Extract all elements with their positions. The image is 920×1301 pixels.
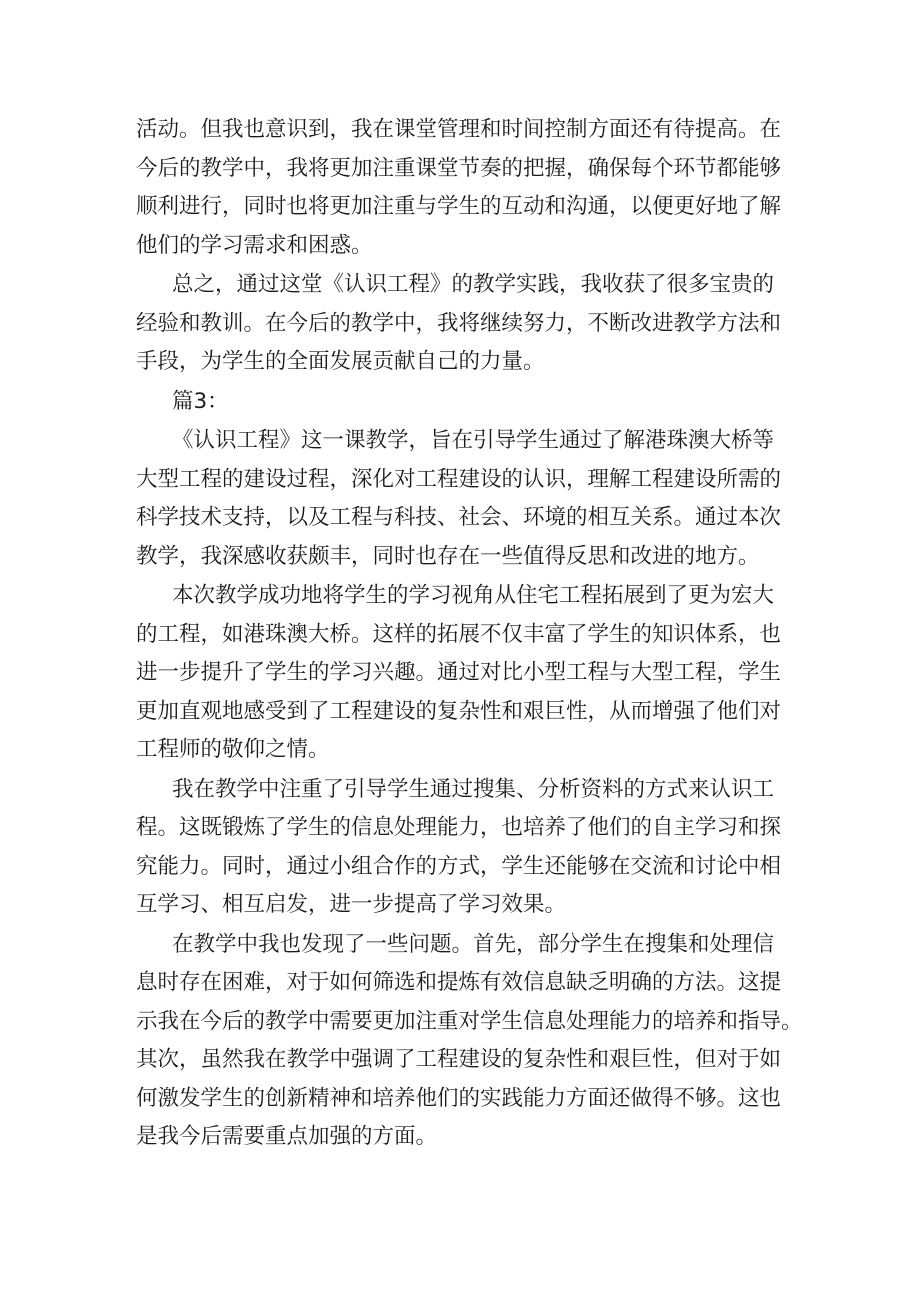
text-line: 更加直观地感受到了工程建设的复杂性和艰巨性，从而增强了他们对 — [136, 698, 782, 724]
text-line: 互学习、相互启发，进一步提高了学习效果。 — [136, 892, 567, 917]
text-line: 何激发学生的创新精神和培养他们的实践能力方面还做得不够。这也 — [136, 1085, 782, 1111]
text-line: 我在教学中注重了引导学生通过搜集、分析资料的方式来认识工 — [172, 776, 775, 802]
paragraph — [136, 771, 796, 925]
text-line: 示我在今后的教学中需要更加注重对学生信息处理能力的培养和指导。 — [136, 1008, 803, 1034]
text-line: 程。这既锻炼了学生的信息处理能力，也培养了他们的自主学习和探 — [136, 815, 782, 840]
text-line: 本次教学成功地将学生的学习视角从住宅工程拓展到了更为宏大 — [172, 583, 775, 608]
text-line: 手段，为学生的全面发展贡献自己的力量。 — [136, 349, 545, 374]
text-line: 大型工程的建设过程，深化对工程建设的认识，理解工程建设所需的 — [136, 466, 782, 492]
text-line: 顺利进行，同时也将更加注重与学生的互动和沟通，以便更好地了解 — [136, 194, 782, 219]
paragraph — [136, 266, 796, 382]
text-line: 教学，我深感收获颇丰，同时也存在一些值得反思和改进的地方。 — [136, 543, 760, 569]
heading-text: 篇3： — [172, 388, 229, 414]
document-body — [136, 111, 803, 1157]
text-line: 进一步提升了学生的学习兴趣。通过对比小型工程与大型工程，学生 — [136, 660, 782, 685]
text-line: 总之，通过这堂《认识工程》的教学实践，我收获了很多宝贵的 — [172, 272, 775, 297]
text-line: 活动。但我也意识到，我在课堂管理和时间控制方面还有待提高。在 — [136, 117, 782, 142]
text-line: 工程师的敬仰之情。 — [136, 737, 330, 762]
section-heading — [136, 383, 796, 422]
text-line: 究能力。同时，通过小组合作的方式，学生还能够在交流和讨论中相 — [136, 853, 782, 879]
text-line: 其次，虽然我在教学中强调了工程建设的复杂性和艰巨性，但对于如 — [136, 1047, 782, 1072]
paragraph — [136, 577, 796, 770]
text-line: 的工程，如港珠澳大桥。这样的拓展不仅丰富了学生的知识体系，也 — [136, 621, 782, 647]
text-line: 今后的教学中，我将更加注重课堂节奏的把握，确保每个环节都能够 — [136, 155, 782, 181]
text-line: 经验和教训。在今后的教学中，我将继续努力，不断改进教学方法和 — [136, 310, 782, 336]
text-line: 在教学中我也发现了一些问题。首先，部分学生在搜集和处理信 — [172, 931, 775, 957]
paragraph — [136, 422, 796, 576]
text-line: 科学技术支持，以及工程与科技、社会、环境的相互关系。通过本次 — [136, 505, 782, 530]
paragraph — [136, 111, 796, 265]
paragraph — [136, 926, 803, 1157]
text-line: 息时存在困难，对于如何筛选和提炼有效信息缺乏明确的方法。这提 — [136, 970, 782, 995]
text-line: 他们的学习需求和困惑。 — [136, 232, 373, 258]
text-line: 是我今后需要重点加强的方面。 — [136, 1124, 438, 1149]
text-line: 《认识工程》这一课教学，旨在引导学生通过了解港珠澳大桥等 — [172, 428, 775, 453]
